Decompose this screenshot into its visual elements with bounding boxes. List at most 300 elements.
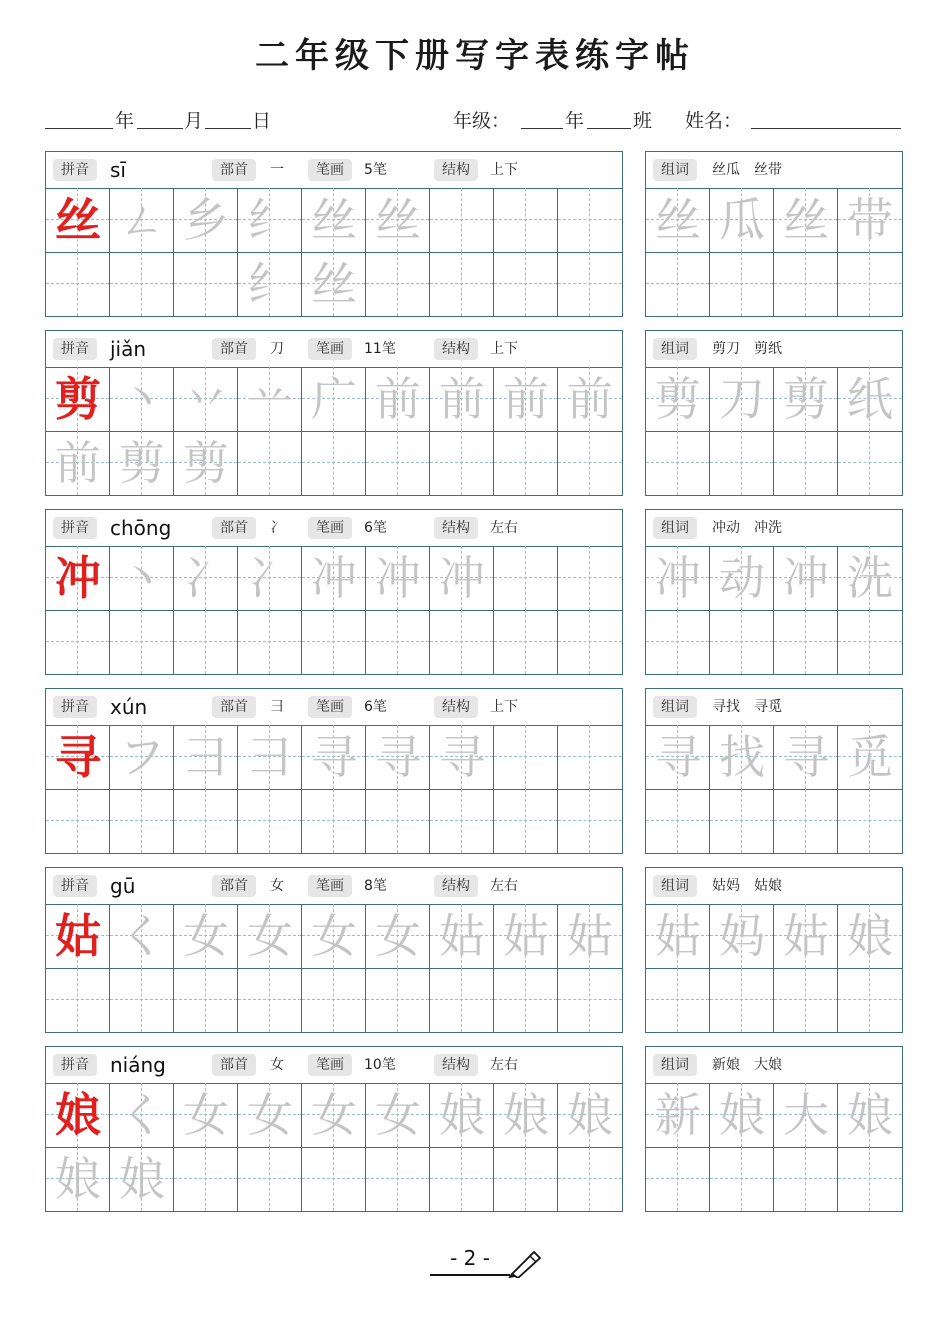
stroke-step-character: 女 [375,909,421,963]
stroke-step-character: 娘 [503,1088,549,1142]
grade-blank[interactable] [521,106,563,129]
writing-cell[interactable] [646,725,710,789]
writing-cell[interactable] [302,431,366,495]
stroke-step-character: 姑 [567,909,613,963]
strokes-label: 笔画 [308,696,352,718]
writing-cell[interactable] [110,968,174,1032]
word-group-box [645,1046,903,1212]
writing-cell[interactable] [302,789,366,853]
writing-cell[interactable] [110,367,174,431]
writing-cell[interactable] [366,904,430,968]
writing-cell[interactable] [302,188,366,311]
writing-cell[interactable] [646,904,710,968]
writing-cell[interactable] [774,725,838,789]
writing-cell[interactable] [238,188,302,311]
writing-cell[interactable] [710,546,774,610]
writing-cell[interactable] [838,610,902,674]
radical-value: 刀 [270,341,284,357]
writing-cell[interactable] [646,252,710,316]
writing-cell[interactable] [46,789,110,853]
radical-value: 女 [270,1057,284,1073]
writing-cell[interactable] [710,904,774,968]
character-info-header [46,1047,622,1084]
structure-value: 上下 [490,699,518,715]
word-trace-character: 丝 [783,193,829,247]
writing-cell[interactable] [238,1147,302,1211]
writing-cell[interactable] [838,725,902,789]
character-info-header [46,152,622,189]
strokes-value: 6笔 [364,520,387,536]
writing-cell[interactable] [494,252,558,316]
practice-grid-box [45,1046,623,1212]
stroke-step-character: 广 [311,372,357,426]
writing-cell[interactable] [430,789,494,853]
word-practice-row [646,252,902,316]
writing-cell[interactable] [174,431,238,495]
model-character: 寻 [55,730,101,784]
practice-row [46,367,622,431]
writing-cell[interactable] [430,968,494,1032]
word-trace-character: 妈 [719,909,765,963]
word-practice-row [646,431,902,495]
writing-cell[interactable] [494,1083,558,1147]
writing-cell[interactable] [46,252,110,316]
stroke-step-character: 前 [375,372,421,426]
writing-cell[interactable] [646,188,710,252]
writing-cell[interactable] [710,188,774,252]
word-trace-character: 找 [719,730,765,784]
writing-cell[interactable] [558,546,622,610]
stroke-step-character: く [119,1088,165,1142]
strokes-label: 笔画 [308,517,352,539]
writing-cell[interactable] [110,725,174,789]
structure-value: 上下 [490,162,518,178]
writing-cell[interactable] [174,252,238,316]
practice-grid-box [45,867,623,1033]
stroke-step-character: 冫 [247,551,293,605]
writing-cell[interactable] [46,725,110,789]
writing-cell[interactable] [646,789,710,853]
writing-cell[interactable] [558,968,622,1032]
word-trace-character: 刀 [719,372,765,426]
practice-row [46,1147,622,1211]
day-label: 日 [252,110,272,132]
writing-cell[interactable] [430,1147,494,1211]
stroke-step-character: 娘 [119,1152,165,1206]
writing-cell[interactable] [710,789,774,853]
word-practice-row [646,546,902,610]
word-trace-character: 娘 [847,1088,893,1142]
writing-cell[interactable] [494,188,558,252]
writing-cell[interactable] [238,968,302,1032]
stroke-step-character: 剪 [183,436,229,490]
writing-cell[interactable] [366,725,430,789]
writing-cell[interactable] [366,610,430,674]
writing-cell[interactable] [774,904,838,968]
writing-cell[interactable] [46,188,110,252]
writing-cell[interactable] [238,1083,302,1147]
writing-cell[interactable] [710,431,774,495]
writing-cell[interactable] [838,431,902,495]
writing-cell[interactable] [366,546,430,610]
stroke-step-character: 丷 [183,372,229,426]
writing-cell[interactable] [838,188,902,252]
date-info-row [45,106,903,136]
writing-cell[interactable] [558,789,622,853]
word-trace-character: 姑 [655,909,701,963]
words-label: 组词 [653,517,697,539]
writing-cell[interactable] [46,1147,110,1211]
stroke-step-character: フ [119,730,165,784]
stroke-step-character: ㄥ [119,193,165,247]
word-group-header [646,868,902,905]
word-group-header [646,689,902,726]
practice-row [46,431,622,495]
writing-cell[interactable] [174,789,238,853]
writing-cell[interactable] [174,968,238,1032]
writing-cell[interactable] [302,725,366,789]
structure-value: 上下 [490,341,518,357]
writing-cell[interactable] [494,1147,558,1211]
word-trace-character: 剪 [655,372,701,426]
writing-cell[interactable] [494,546,558,610]
writing-cell[interactable] [558,610,622,674]
writing-cell[interactable] [430,367,494,431]
strokes-label: 笔画 [308,338,352,360]
writing-cell[interactable] [366,188,430,252]
writing-cell[interactable] [238,431,302,495]
word-practice-row [646,968,902,1032]
word-trace-character: 娘 [847,909,893,963]
radical-label: 部首 [212,517,256,539]
name-blank[interactable] [751,106,901,129]
writing-cell[interactable] [558,1147,622,1211]
word-practice-row [646,1083,902,1147]
writing-cell[interactable] [366,1083,430,1147]
writing-cell[interactable] [174,188,238,252]
writing-cell[interactable] [302,904,366,968]
writing-cell[interactable] [838,252,902,316]
stroke-step-character: 女 [311,1088,357,1142]
words-label: 组词 [653,875,697,897]
stroke-step-character: 女 [375,1088,421,1142]
writing-cell[interactable] [238,789,302,853]
stroke-step-character: 女 [247,1088,293,1142]
writing-cell[interactable] [46,1083,110,1147]
radical-label: 部首 [212,696,256,718]
writing-cell[interactable] [302,1083,366,1147]
writing-cell[interactable] [774,968,838,1032]
stroke-step-character: 女 [183,909,229,963]
writing-cell[interactable] [838,1147,902,1211]
word-trace-character: 带 [847,193,893,247]
model-character: 姑 [55,909,101,963]
grade-label: 年级： [453,110,511,132]
month-blank[interactable] [137,106,183,129]
writing-cell[interactable] [838,904,902,968]
writing-cell[interactable] [302,367,366,431]
word-practice-row [646,610,902,674]
writing-cell[interactable] [494,789,558,853]
writing-cell[interactable] [46,367,110,431]
writing-cell[interactable] [558,904,622,968]
radical-label: 部首 [212,875,256,897]
character-info-header [46,868,622,905]
stroke-step-character: 姑 [439,909,485,963]
word-trace-character: 动 [719,551,765,605]
radical-label: 部首 [212,1054,256,1076]
writing-cell[interactable] [174,546,238,610]
word-group-header [646,510,902,547]
writing-cell[interactable] [302,546,366,610]
writing-cell[interactable] [710,610,774,674]
month-label: 月 [184,110,204,132]
writing-cell[interactable] [430,1083,494,1147]
word-group-header [646,152,902,189]
words-value: 姑妈 姑娘 [712,878,782,894]
writing-cell[interactable] [174,725,238,789]
stroke-step-character: 剪 [119,436,165,490]
word-group-box [645,151,903,317]
writing-cell[interactable] [366,789,430,853]
writing-cell[interactable] [710,1147,774,1211]
word-trace-character: 姑 [783,909,829,963]
word-trace-character: 纸 [847,372,893,426]
word-trace-character: 丝 [655,193,701,247]
character-info-header [46,331,622,368]
writing-cell[interactable] [774,610,838,674]
words-label: 组词 [653,1054,697,1076]
writing-cell[interactable] [302,610,366,674]
word-trace-character: 冲 [783,551,829,605]
writing-cell[interactable] [174,610,238,674]
words-label: 组词 [653,159,697,181]
writing-cell[interactable] [430,610,494,674]
writing-cell[interactable] [174,367,238,431]
stroke-step-character: 丶 [119,372,165,426]
writing-cell[interactable] [646,367,710,431]
pinyin-value: jiǎn [110,337,147,361]
words-value: 剪刀 剪纸 [712,341,782,357]
word-group-header [646,331,902,368]
strokes-label: 笔画 [308,1054,352,1076]
writing-cell[interactable] [646,968,710,1032]
writing-cell[interactable] [774,252,838,316]
writing-cell[interactable] [46,610,110,674]
writing-cell[interactable] [110,1147,174,1211]
word-practice-row [646,789,902,853]
word-trace-character: 瓜 [719,193,765,247]
writing-cell[interactable] [366,1147,430,1211]
writing-cell[interactable] [774,1147,838,1211]
stroke-step-character: 冲 [311,551,357,605]
word-group-box [645,867,903,1033]
writing-cell[interactable] [366,431,430,495]
writing-cell[interactable] [646,546,710,610]
writing-cell[interactable] [646,431,710,495]
writing-cell[interactable] [430,252,494,316]
model-character: 丝 [55,193,101,247]
writing-cell[interactable] [430,904,494,968]
stroke-step-character: 彐 [247,730,293,784]
stroke-step-character: 乡 [183,193,229,247]
writing-cell[interactable] [838,789,902,853]
day-blank[interactable] [205,106,251,129]
writing-cell[interactable] [774,367,838,431]
writing-cell[interactable] [838,968,902,1032]
practice-row [46,789,622,853]
practice-row [46,610,622,674]
writing-cell[interactable] [110,1083,174,1147]
writing-cell[interactable] [494,968,558,1032]
strokes-value: 11笔 [364,341,396,357]
writing-cell[interactable] [174,1083,238,1147]
writing-cell[interactable] [838,1083,902,1147]
writing-cell[interactable] [774,546,838,610]
word-trace-character: 寻 [655,730,701,784]
writing-cell[interactable] [366,252,430,316]
writing-cell[interactable] [430,431,494,495]
writing-cell[interactable] [710,1083,774,1147]
writing-cell[interactable] [558,188,622,252]
writing-cell[interactable] [46,546,110,610]
stroke-step-character: 娘 [567,1088,613,1142]
year-blank[interactable] [45,106,113,129]
stroke-step-character: 寻 [375,730,421,784]
writing-cell[interactable] [366,367,430,431]
writing-cell[interactable] [646,1083,710,1147]
writing-cell[interactable] [558,431,622,495]
practice-grid-box [45,151,623,317]
writing-cell[interactable] [238,546,302,610]
page-title: 二年级下册写字表练字帖 [255,36,695,76]
words-label: 组词 [653,696,697,718]
writing-cell[interactable] [710,367,774,431]
writing-cell[interactable] [558,367,622,431]
radical-value: 彐 [270,699,284,715]
writing-cell[interactable] [710,968,774,1032]
stroke-step-character: 冲 [375,551,421,605]
stroke-step-character: 娘 [55,1152,101,1206]
writing-cell[interactable] [774,431,838,495]
writing-cell[interactable] [494,431,558,495]
writing-cell[interactable] [302,1147,366,1211]
stroke-step-character: 䒑 [247,372,293,426]
practice-row [46,968,622,1032]
structure-value: 左右 [490,1057,518,1073]
stroke-step-character: 娘 [439,1088,485,1142]
writing-cell[interactable] [430,188,494,252]
strokes-value: 8笔 [364,878,387,894]
radical-label: 部首 [212,159,256,181]
word-trace-character: 新 [655,1088,701,1142]
structure-label: 结构 [434,517,478,539]
practice-grid-box [45,330,623,496]
class-label: 班 [633,110,653,132]
writing-cell[interactable] [238,610,302,674]
practice-grid-box [45,509,623,675]
writing-cell[interactable] [646,1147,710,1211]
writing-cell[interactable] [238,904,302,968]
writing-cell[interactable] [494,904,558,968]
words-value: 冲动 冲洗 [712,520,782,536]
writing-cell[interactable] [46,904,110,968]
radical-value: 一 [270,162,284,178]
word-practice-row [646,1147,902,1211]
word-practice-row [646,725,902,789]
writing-cell[interactable] [774,1083,838,1147]
class-blank[interactable] [587,106,631,129]
writing-cell[interactable] [838,546,902,610]
word-group-box [645,688,903,854]
structure-label: 结构 [434,159,478,181]
writing-cell[interactable] [558,1083,622,1147]
writing-cell[interactable] [558,252,622,316]
writing-cell[interactable] [430,546,494,610]
words-value: 新娘 大娘 [712,1057,782,1073]
writing-cell[interactable] [110,789,174,853]
writing-cell[interactable] [646,610,710,674]
words-value: 丝瓜 丝带 [712,162,782,178]
writing-cell[interactable] [110,431,174,495]
writing-cell[interactable] [238,367,302,431]
word-practice-row [646,188,902,252]
writing-cell[interactable] [174,904,238,968]
pinyin-label: 拼音 [53,159,97,181]
word-trace-character: 觅 [847,730,893,784]
writing-cell[interactable] [774,188,838,252]
writing-cell[interactable] [366,968,430,1032]
word-group-box [645,330,903,496]
writing-cell[interactable] [494,610,558,674]
grade-year-label: 年 [565,110,585,132]
word-trace-character: 娘 [719,1088,765,1142]
word-practice-row [646,367,902,431]
strokes-label: 笔画 [308,159,352,181]
page-number: - 2 - [430,1246,510,1276]
writing-cell[interactable] [110,610,174,674]
writing-cell[interactable] [46,431,110,495]
strokes-value: 6笔 [364,699,387,715]
writing-cell[interactable] [710,725,774,789]
writing-cell[interactable] [494,367,558,431]
writing-cell[interactable] [110,252,174,316]
writing-cell[interactable] [838,367,902,431]
writing-cell[interactable] [558,725,622,789]
stroke-step-character: 纟纟 [247,193,293,311]
model-character: 冲 [55,551,101,605]
writing-cell[interactable] [238,725,302,789]
writing-cell[interactable] [774,789,838,853]
name-label: 姓名： [685,110,743,132]
writing-cell[interactable] [110,904,174,968]
writing-cell[interactable] [110,546,174,610]
stroke-step-character: 女 [183,1088,229,1142]
word-group-box [645,509,903,675]
structure-label: 结构 [434,338,478,360]
writing-cell[interactable] [430,725,494,789]
writing-cell[interactable] [174,1147,238,1211]
writing-cell[interactable] [110,188,174,252]
pinyin-label: 拼音 [53,875,97,897]
words-label: 组词 [653,338,697,360]
writing-cell[interactable] [494,725,558,789]
writing-cell[interactable] [710,252,774,316]
pinyin-label: 拼音 [53,338,97,360]
stroke-step-character: 姑 [503,909,549,963]
writing-cell[interactable] [302,968,366,1032]
writing-cell[interactable] [46,968,110,1032]
